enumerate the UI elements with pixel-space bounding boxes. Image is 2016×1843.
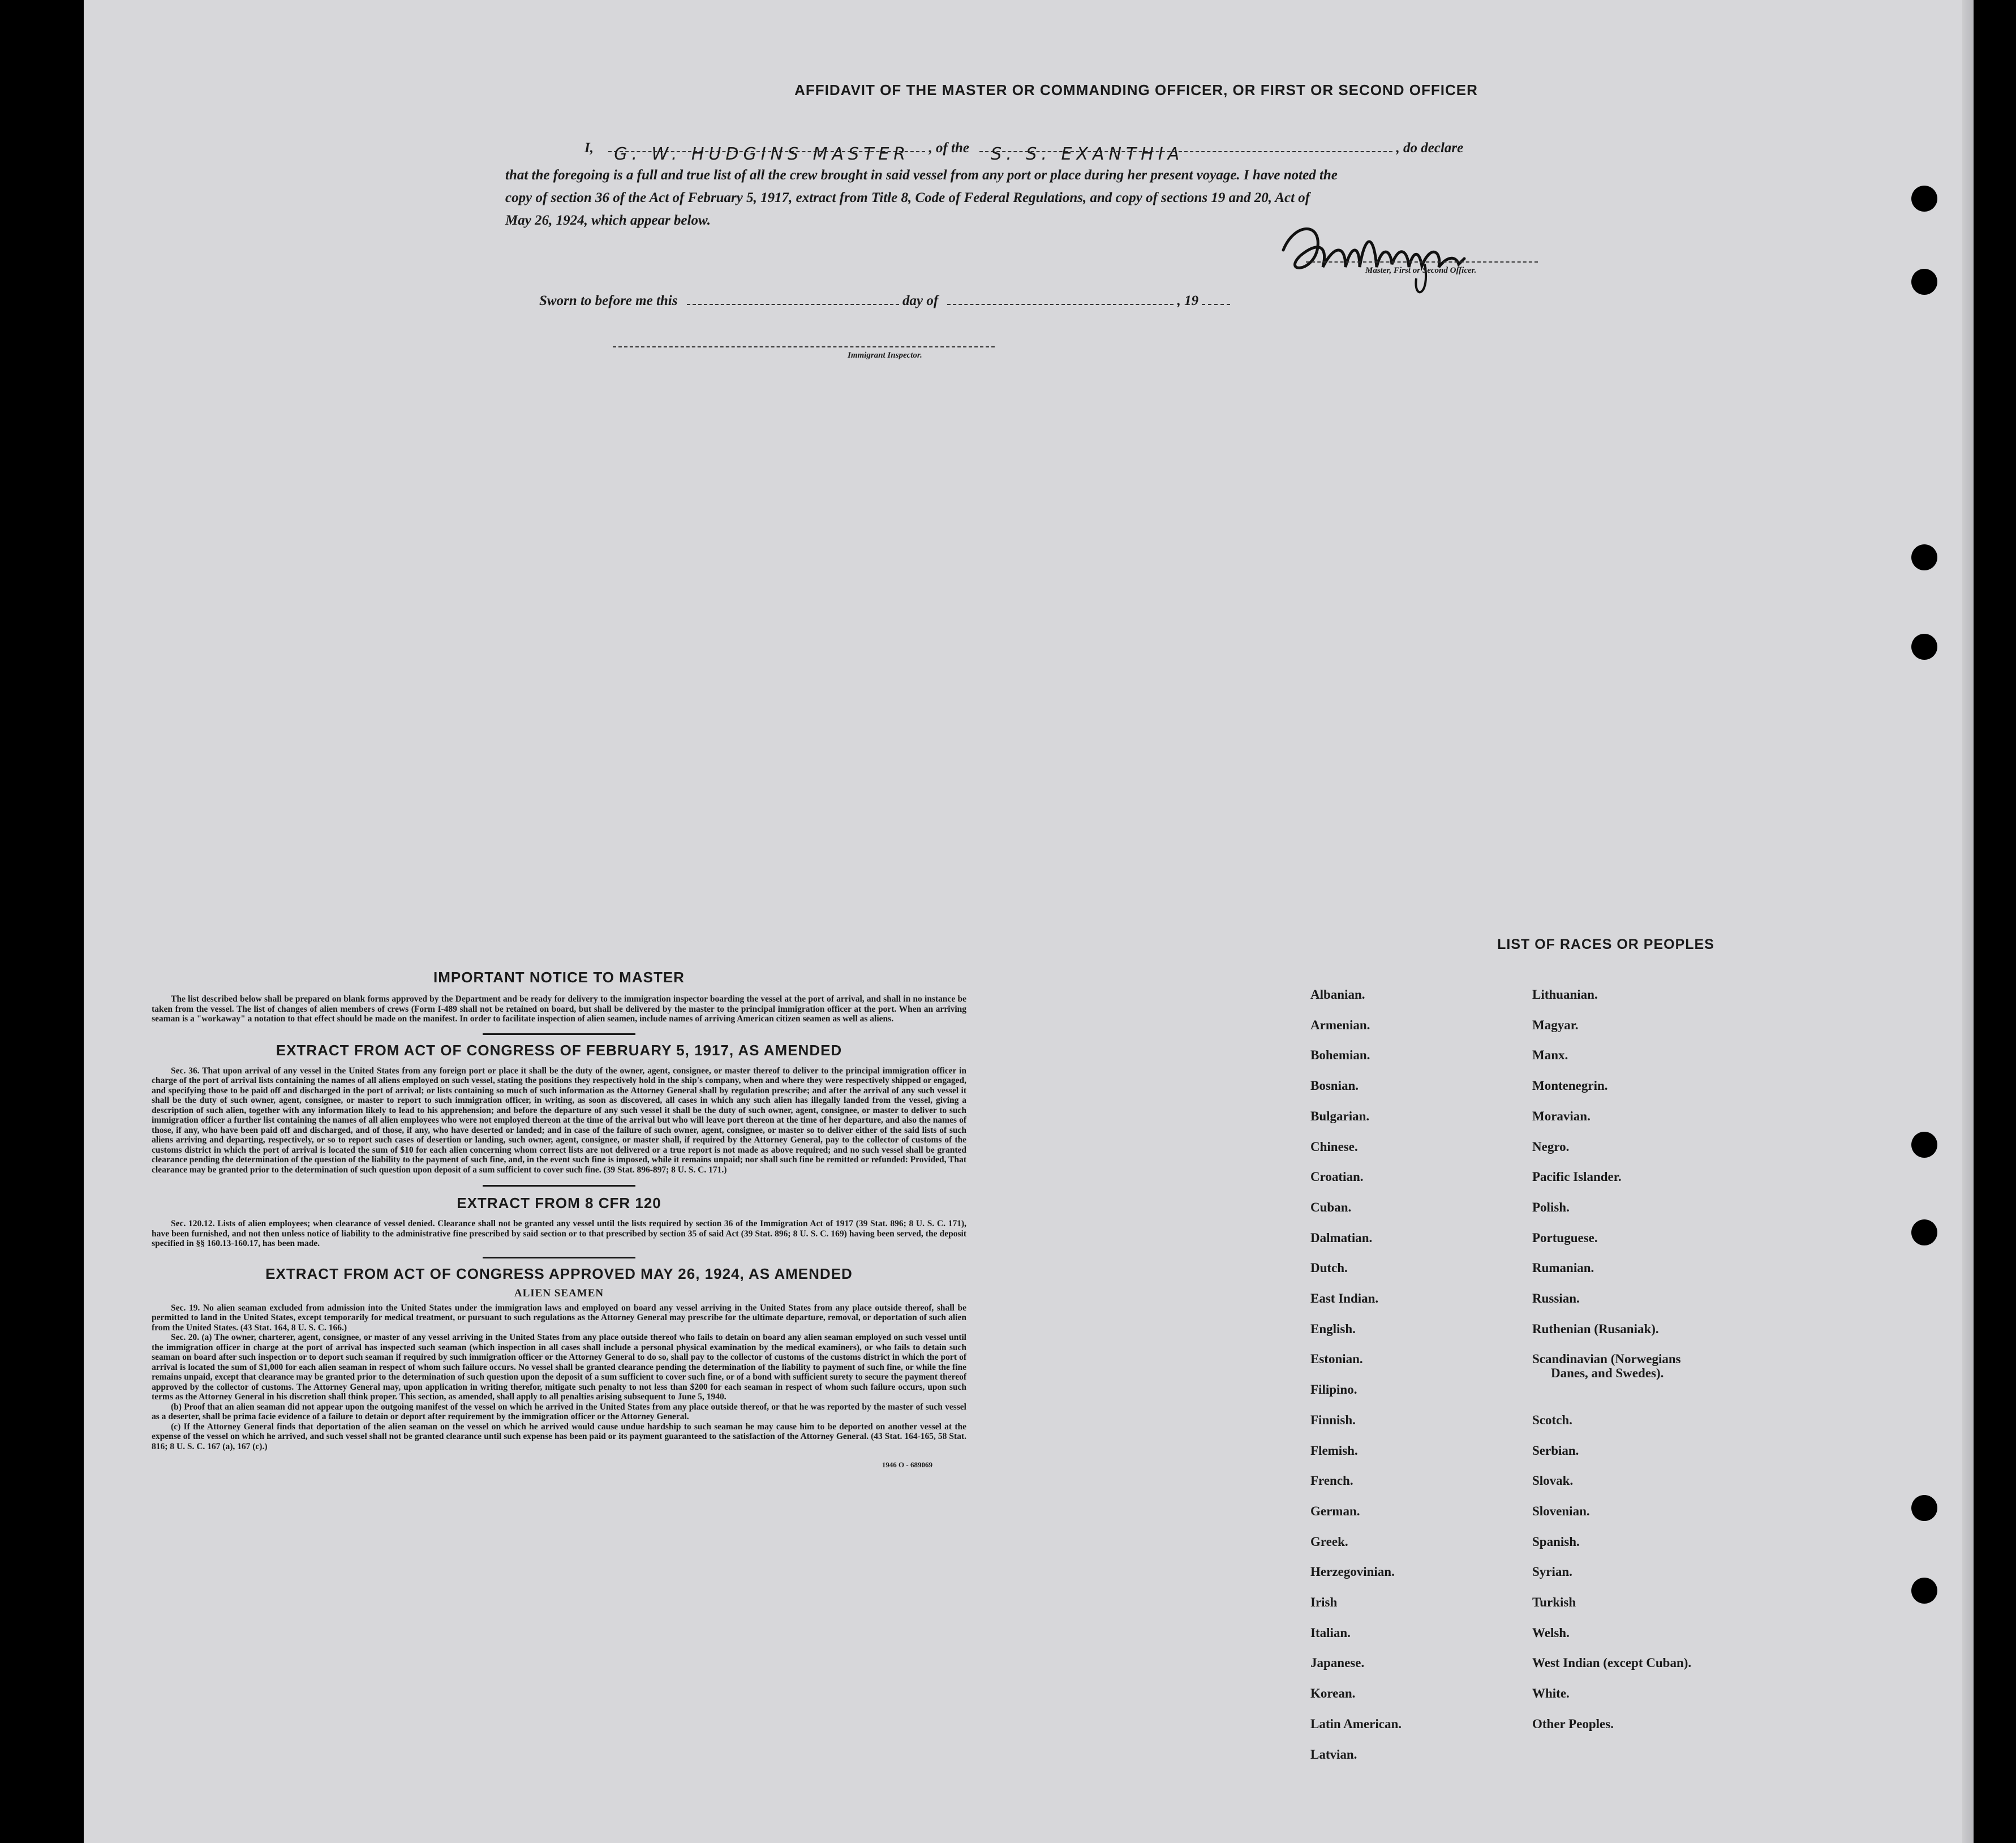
race-item: Welsh. [1532,1625,1570,1640]
race-item: Bulgarian. [1310,1109,1370,1123]
extract-1924-heading: EXTRACT FROM ACT OF CONGRESS APPROVED MAY 26, 1924, AS AMENDED [265,1265,853,1282]
race-item: English. [1310,1321,1356,1336]
sec20a-text: Sec. 20. (a) The owner, charterer, agent, consignee, or master of any vessel arriving in the United States from any place outside thereof who fails to detain on board any alien seaman employed on such vessel until the immigration officer in charge at the port of arrival has inspected such seaman (which inspection in all cases shall include a personal physical examination by the medical examiners), or who fails to detain such seaman on board after such inspection or to deport such seaman if required by such immigration officer or the Attorney General to do so, shall pay to the collector of customs of the customs district in which the port of arrival is located the sum of $1,000 for each alien seaman in respect of whom such failure occurs. No vessel shall be granted clearance pending the determination of the liability to payment of such fine, or while the fine remains unpaid, except that clearance may be granted prior to the determination of such question upon the deposit of a sum sufficient to cover such fine, or of a bond with sufficient surety to secure the payment thereof approved by the collector of customs. The Attorney General may, upon application in writing therefor, mitigate such penalty to not less than $200 for each seaman in respect of whom such failure occurs, upon such terms as the Attorney General in his discretion shall think proper. This section, as amended, shall apply to all penalties arising subsequent to June 5, 1940. [152,1333,966,1402]
punch-hole [1911,634,1937,660]
race-item: Latvian. [1310,1747,1357,1762]
year-label: , 19 [1177,293,1199,308]
affidavit-title: AFFIDAVIT OF THE MASTER OR COMMANDING OFFICER, OR FIRST OR SECOND OFFICER [794,81,1478,98]
race-item: Estonian. [1310,1352,1363,1367]
sec19-text: Sec. 19. No alien seaman excluded from admission into the United States under the immigration laws and employed on board any vessel arriving in the United States from any place outside thereof, shall be permitted to land in the United States, except temporarily for medical treatment, or pursuant to such regulations as the Attorney General may prescribe for the ultimate departure, removal, or deportation of such alien from the United States. (43 Stat. 164, 8 U. S. C. 166.) [152,1303,966,1333]
signature-caption: Master, First or Second Officer. [1365,266,1477,275]
race-item: Latin American. [1310,1716,1402,1731]
master-signature [1261,210,1521,301]
race-item: Rumanian. [1532,1261,1594,1275]
punch-hole [1911,186,1937,212]
race-item: Montenegrin. [1532,1079,1608,1093]
race-item: Dutch. [1310,1261,1348,1275]
race-item: Moravian. [1532,1109,1591,1123]
sec20b-text: (b) Proof that an alien seaman did not appear upon the outgoing manifest of the vessel on which he arrived in the United States from any place outside thereof, or that he was reported by the master of such vessel as a deserter, shall be prima facie evidence of a failure to detain or deport after requirement by the immigration officer or the Attorney General. [152,1402,966,1421]
race-item: Serbian. [1532,1443,1579,1458]
race-item: Croatian. [1310,1170,1364,1184]
document-sheet [84,0,1974,1843]
punch-hole [1911,544,1937,570]
affidavit-body-1: that the foregoing is a full and true list of all the crew brought in said vessel from any port or place during her present voyage. I have noted the [505,167,1338,183]
race-item: Korean. [1310,1686,1356,1701]
extract-cfr-heading: EXTRACT FROM 8 CFR 120 [457,1195,661,1212]
master-name-field [608,144,925,164]
affidavit-line1 [505,140,1648,164]
sworn-year-field [1202,304,1230,305]
notice-text: The list described below shall be prepared on blank forms approved by the Department and be ready for delivery to the immigration inspector boarding the vessel at the port of arrival, and shall in no instance be taken from the vessel. The list of changes of alien members of crews (Form I-489 shall not be retained on board, but shall be delivered by the master to the principal immigration officer at the port. When an arriving seaman is a "workaway" a notation to that effect should be made on the manifest. In order to facilitate inspection of alien seamen, include names of arriving American citizen seamen as well as aliens. [152,994,966,1024]
race-item: White. [1532,1686,1570,1701]
race-item: Japanese. [1310,1656,1365,1670]
race-item: West Indian (except Cuban). [1532,1656,1692,1670]
race-item: Magyar. [1532,1017,1579,1032]
race-item: Finnish. [1310,1412,1356,1427]
race-item: Pacific Islander. [1532,1170,1622,1184]
sworn-day-field [687,304,899,305]
race-item: French. [1310,1473,1353,1488]
divider [483,1185,635,1187]
signature-line [1306,261,1538,263]
race-item: Scandinavian (Norwegians [1532,1352,1681,1367]
declare-label: , do declare [1396,140,1464,156]
i-label: I, [584,140,594,156]
sec20c-text: (c) If the Attorney General finds that deportation of the alien seaman on the vessel on which he arrived would cause undue hardship to such seaman he may cause him to be deported on another vessel at the expense of the vessel on which he arrived, and such vessel shall not be granted clearance until such expense has been paid or its payment guaranteed to the satisfaction of the Attorney General. (43 Stat. 164-165, 58 Stat. 816; 8 U. S. C. 167 (a), 167 (c).) [152,1421,966,1451]
race-item: Armenian. [1310,1017,1370,1032]
race-item: East Indian. [1310,1291,1379,1305]
race-item: Chinese. [1310,1139,1358,1154]
race-item: Lithuanian. [1532,987,1598,1002]
alien-seamen-subheading: ALIEN SEAMEN [514,1287,604,1299]
affidavit-body-3: May 26, 1924, which appear below. [505,213,711,228]
race-item: Albanian. [1310,987,1365,1002]
extract-1917-heading: EXTRACT FROM ACT OF CONGRESS OF FEBRUARY 5, 1917, AS AMENDED [276,1041,842,1059]
race-item: Negro. [1532,1139,1570,1154]
punch-hole [1911,269,1937,295]
vessel-name-field [979,144,1392,164]
divider [483,1033,635,1035]
race-item: Spanish. [1532,1534,1580,1549]
sworn-line [539,293,1388,309]
race-item: Danes, and Swedes). [1551,1365,1664,1380]
race-item: Irish [1310,1595,1338,1609]
punch-hole [1911,1578,1937,1604]
race-item: Other Peoples. [1532,1716,1614,1731]
day-of-label: day of [902,293,939,308]
race-item: Filipino. [1310,1382,1357,1397]
race-item: Slovak. [1532,1473,1574,1488]
extract-1917-text: Sec. 36. That upon arrival of any vessel in the United States from any foreign port or place it shall be the duty of the owner, agent, consignee, or master thereof to deliver to the principal immigration officer in charge of the port of arrival lists containing the names of all aliens employed on such vessel, stating the positions they respectively hold in the ship's company, when and where they were respectively shipped or engaged, and specifying those to be paid off and discharged in the port of arrival; or lists containing so much of such information as the Attorney General shall by regulation prescribe; and after the arrival of any such vessel it shall be the duty of such owner, agent, consignee, or master to report to such immigration officer, in writing, as soon as discovered, all cases in which any such alien has illegally landed from the vessel, giving a description of such alien, together with any information likely to lead to his apprehension; and before the departure of any such vessel it shall be the duty of such owner, agent, consignee, or master to deliver to such immigration officer a further list containing the names of all alien employees who were not employed thereon at the time of the arrival but who will leave port thereon at the time of her departure, and also the names of those, if any, who have been paid off and discharged, and of those, if any, who have deserted or landed; and in case of the failure of such owner, agent, consignee, or master so to deliver either of the said lists of such aliens arriving and departing, respectively, or so to report such cases of desertion or landing, such owner, agent, consignee, or master shall, if required by the Attorney General, pay to the collector of customs of the customs district in which the port of arrival is located the sum of $10 for each alien concerning whom correct lists are not delivered or a true report is not made as above required; and no such vessel shall be granted clearance pending the determination of the question of the liability to the payment of such fine, and, in the event such fine is imposed, while it remains unpaid; nor shall such fine be remitted or refunded: Provided, That clearance may be granted prior to the determination of such question upon deposit of a sum sufficient to cover such fine. (39 Stat. 896-897; 8 U. S. C. 171.) [152,1066,966,1175]
affidavit-body-2: copy of section 36 of the Act of February 5, 1917, extract from Title 8, Code of Federal Regulations, and copy of sections 19 and 20, Act of [505,190,1310,205]
race-item: Syrian. [1532,1565,1572,1579]
race-item: Slovenian. [1532,1503,1590,1518]
vessel-name: S. S. EXANTHIA [991,144,1184,164]
races-heading: LIST OF RACES OR PEOPLES [1497,936,1714,952]
divider [483,1257,635,1258]
race-item: Scotch. [1532,1412,1572,1427]
punch-hole [1911,1495,1937,1521]
race-item: Turkish [1532,1595,1576,1609]
race-item: Cuban. [1310,1200,1352,1214]
race-item: Ruthenian (Rusaniak). [1532,1321,1659,1336]
race-item: Russian. [1532,1291,1580,1305]
master-name: G. W. HUDGINS MASTER [614,144,910,164]
of-the-label: , of the [929,140,970,156]
sworn-label: Sworn to before me this [539,293,678,308]
race-item: Herzegovinian. [1310,1565,1395,1579]
race-item: Dalmatian. [1310,1230,1373,1245]
race-item: Bosnian. [1310,1079,1359,1093]
race-item: German. [1310,1503,1360,1518]
race-item: Portuguese. [1532,1230,1598,1245]
race-item: Italian. [1310,1625,1351,1640]
extract-cfr-text: Sec. 120.12. Lists of alien employees; when clearance of vessel denied. Clearance shall not be granted any vessel until the lists required by section 36 of the Immigration Act of 1917 (39 Stat. 896; 8 U. S. C. 171), have been furnished, and not then unless notice of liability to the administrative fine prescribed by said section or to that prescribed by section 35 of said Act (39 Stat. 896; 8 U. S. C. 169) having been served, the deposit specified in §§ 160.13-160.17, has been made. [152,1219,966,1248]
race-item: Manx. [1532,1048,1568,1063]
print-code: 1946 O - 689069 [882,1460,932,1469]
punch-hole [1911,1132,1937,1158]
notice-heading: IMPORTANT NOTICE TO MASTER [433,969,685,986]
race-item: Polish. [1532,1200,1570,1214]
race-item: Flemish. [1310,1443,1358,1458]
inspector-caption: Immigrant Inspector. [848,351,922,360]
sworn-month-field [947,304,1174,305]
race-item: Greek. [1310,1534,1348,1549]
race-item: Bohemian. [1310,1048,1370,1063]
notices-column [152,969,966,1470]
punch-hole [1911,1219,1937,1245]
inspector-signature-line [613,346,995,347]
